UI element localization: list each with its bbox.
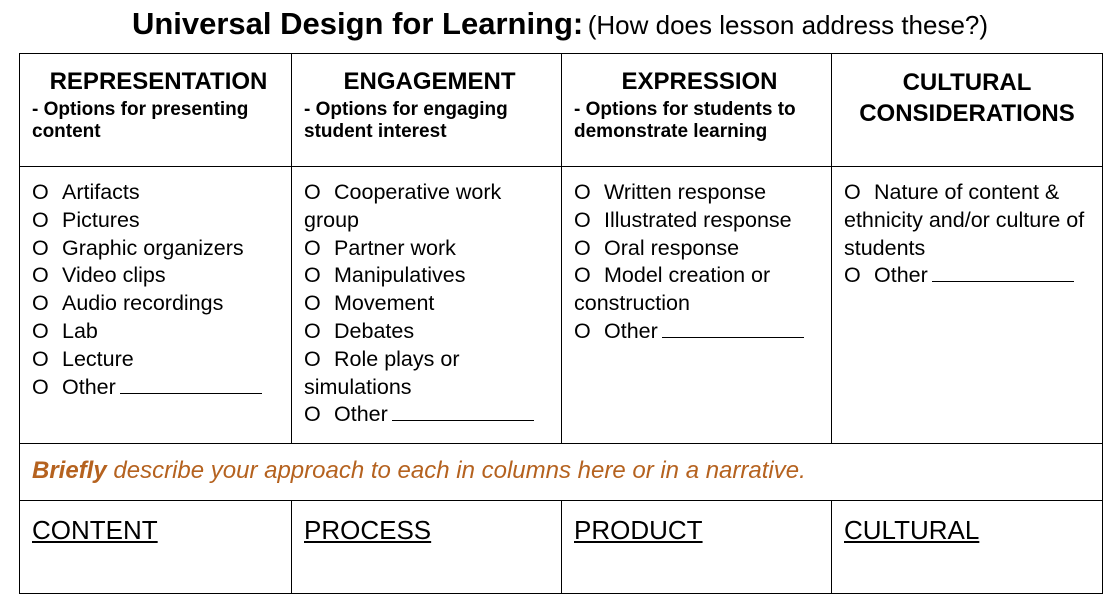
option-label: Model creation or construction bbox=[574, 263, 771, 316]
checkbox-circle-icon[interactable]: O bbox=[574, 180, 591, 204]
checkbox-circle-icon[interactable]: O bbox=[574, 235, 591, 260]
checkbox-circle-icon[interactable]: O bbox=[304, 263, 321, 288]
column-heading: ENGAGEMENT bbox=[343, 68, 516, 95]
option-label: Partner work bbox=[334, 235, 456, 260]
checkbox-circle-icon[interactable]: O bbox=[32, 180, 49, 204]
checkbox-circle-icon[interactable]: O bbox=[32, 207, 49, 232]
option-other[interactable] bbox=[574, 318, 825, 346]
option-other[interactable] bbox=[32, 374, 285, 402]
checkbox-circle-icon[interactable]: O bbox=[304, 235, 321, 260]
column-heading: CULTURAL CONSIDERATIONS bbox=[859, 69, 1075, 127]
column-subheading: - Options for presenting content bbox=[32, 99, 249, 142]
cultural-options bbox=[832, 167, 1103, 444]
header-row bbox=[20, 54, 1103, 167]
checkbox-circle-icon[interactable]: O bbox=[304, 318, 321, 343]
option-label: Cooperative work group bbox=[304, 180, 502, 232]
brief-instruction bbox=[20, 444, 1103, 501]
option-pictures[interactable] bbox=[32, 207, 285, 235]
option-model-creation[interactable] bbox=[574, 262, 825, 318]
options-row bbox=[20, 167, 1103, 444]
option-partner-work[interactable] bbox=[304, 235, 555, 263]
option-label: Pictures bbox=[62, 207, 140, 232]
header-cultural bbox=[832, 54, 1103, 167]
option-graphic-organizers[interactable] bbox=[32, 235, 285, 263]
brief-bold: Briefly bbox=[32, 457, 107, 484]
option-movement[interactable] bbox=[304, 290, 555, 318]
header-engagement bbox=[292, 54, 562, 167]
option-label: Manipulatives bbox=[334, 263, 466, 288]
page-title bbox=[0, 6, 1120, 42]
footer-label: CULTURAL bbox=[844, 515, 980, 545]
other-blank-field[interactable] bbox=[392, 402, 534, 421]
option-label: Other bbox=[62, 374, 116, 399]
option-label: Nature of content & ethnicity and/or culture of students bbox=[844, 180, 1085, 260]
option-manipulatives[interactable] bbox=[304, 262, 555, 290]
engagement-options bbox=[292, 167, 562, 444]
column-subheading: - Options for engaging student interest bbox=[304, 99, 508, 142]
title-bold: Universal Design for Learning: bbox=[131, 6, 584, 41]
checkbox-circle-icon[interactable]: O bbox=[574, 318, 591, 343]
option-label: Lecture bbox=[62, 346, 134, 371]
option-label: Lab bbox=[62, 318, 98, 343]
header-representation bbox=[20, 54, 292, 167]
other-blank-field[interactable] bbox=[662, 319, 804, 338]
option-audio-recordings[interactable] bbox=[32, 290, 285, 318]
column-heading: EXPRESSION bbox=[621, 68, 778, 95]
option-label: Illustrated response bbox=[604, 207, 792, 232]
option-nature-of-content[interactable] bbox=[844, 179, 1096, 262]
option-label: Oral response bbox=[604, 235, 740, 260]
footer-content-cell[interactable] bbox=[20, 501, 292, 594]
column-subheading: - Options for students to demonstrate learning bbox=[574, 99, 796, 142]
option-artifacts[interactable] bbox=[32, 179, 285, 207]
title-normal: (How does lesson address these?) bbox=[587, 10, 989, 40]
option-label: Movement bbox=[334, 291, 435, 316]
option-label: Other bbox=[874, 263, 928, 288]
option-label: Other bbox=[604, 318, 658, 343]
option-label: Debates bbox=[334, 318, 415, 343]
expression-options bbox=[562, 167, 832, 444]
checkbox-circle-icon[interactable]: O bbox=[32, 346, 49, 371]
option-other[interactable] bbox=[844, 262, 1096, 290]
footer-product-cell[interactable] bbox=[562, 501, 832, 594]
option-label: Audio recordings bbox=[62, 291, 224, 316]
checkbox-circle-icon[interactable]: O bbox=[32, 235, 49, 260]
option-video-clips[interactable] bbox=[32, 262, 285, 290]
checkbox-circle-icon[interactable]: O bbox=[574, 263, 591, 288]
footer-label: PRODUCT bbox=[574, 515, 703, 545]
brief-text: describe your approach to each in columns here or in a narrative. bbox=[113, 457, 806, 484]
option-label: Graphic organizers bbox=[62, 235, 244, 260]
other-blank-field[interactable] bbox=[932, 263, 1074, 282]
checkbox-circle-icon[interactable]: O bbox=[844, 263, 861, 288]
checkbox-circle-icon[interactable]: O bbox=[844, 180, 861, 204]
option-debates[interactable] bbox=[304, 318, 555, 346]
checkbox-circle-icon[interactable]: O bbox=[304, 291, 321, 316]
checkbox-circle-icon[interactable]: O bbox=[32, 318, 49, 343]
checkbox-circle-icon[interactable]: O bbox=[574, 207, 591, 232]
header-expression bbox=[562, 54, 832, 167]
option-label: Role plays or simulations bbox=[304, 346, 460, 399]
representation-options bbox=[20, 167, 292, 444]
checkbox-circle-icon[interactable]: O bbox=[304, 346, 321, 371]
option-label: Artifacts bbox=[62, 180, 140, 204]
footer-label: PROCESS bbox=[304, 515, 432, 545]
option-role-plays[interactable] bbox=[304, 346, 555, 402]
footer-row bbox=[20, 501, 1103, 594]
footer-process-cell[interactable] bbox=[292, 501, 562, 594]
checkbox-circle-icon[interactable]: O bbox=[304, 402, 321, 427]
option-label: Written response bbox=[604, 180, 767, 204]
option-oral-response[interactable] bbox=[574, 235, 825, 263]
footer-label: CONTENT bbox=[32, 515, 158, 545]
checkbox-circle-icon[interactable]: O bbox=[32, 374, 49, 399]
checkbox-circle-icon[interactable]: O bbox=[32, 291, 49, 316]
footer-cultural-cell[interactable] bbox=[832, 501, 1103, 594]
option-cooperative-work-group[interactable] bbox=[304, 179, 555, 235]
option-lab[interactable] bbox=[32, 318, 285, 346]
option-label: Video clips bbox=[62, 263, 166, 288]
option-illustrated-response[interactable] bbox=[574, 207, 825, 235]
checkbox-circle-icon[interactable]: O bbox=[32, 263, 49, 288]
brief-row bbox=[20, 444, 1103, 501]
option-written-response[interactable] bbox=[574, 179, 825, 207]
column-heading: REPRESENTATION bbox=[49, 68, 268, 95]
checkbox-circle-icon[interactable]: O bbox=[304, 180, 321, 204]
option-other[interactable] bbox=[304, 401, 555, 429]
udl-table bbox=[19, 53, 1103, 594]
option-label: Other bbox=[334, 402, 388, 427]
option-lecture[interactable] bbox=[32, 346, 285, 374]
other-blank-field[interactable] bbox=[120, 375, 262, 394]
